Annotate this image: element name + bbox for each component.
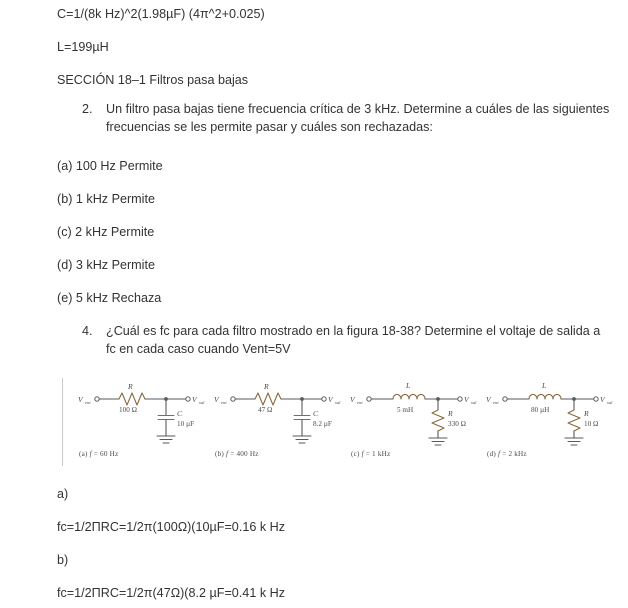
circuit-b: [207, 376, 343, 468]
resistor-icon: [255, 393, 281, 405]
circuit-b-output-sub: sal: [335, 400, 341, 405]
circuit-b-input-label: V: [214, 395, 219, 404]
line-answer-b: (b) 1 kHz Permite: [57, 192, 155, 206]
circuit-c-caption-value: = 1 kHz: [365, 450, 391, 458]
circuit-c-shunt-name: R: [448, 409, 453, 418]
circuit-a-series-value: 100 Ω: [119, 406, 137, 414]
line-answer-e: (e) 5 kHz Rechaza: [57, 291, 162, 305]
ground-icon: [157, 436, 175, 443]
resistor-icon: [568, 410, 580, 431]
line-label-b: b): [57, 553, 69, 567]
line-label-a: a): [57, 487, 69, 501]
circuit-a-caption-letter: (a): [79, 450, 88, 458]
circuit-b-caption-letter: (b): [215, 450, 224, 458]
circuit-c-output-label: V: [464, 395, 469, 404]
problem-2: [82, 100, 612, 136]
circuit-d-series-name: L: [542, 381, 547, 390]
ground-icon: [565, 438, 583, 445]
circuit-c-shunt-value: 330 Ω: [448, 420, 466, 428]
problem-2-marker: 2.: [82, 102, 93, 116]
line-answer-c: (c) 2 kHz Permite: [57, 225, 155, 239]
circuit-d-caption-value: = 2 kHz: [502, 450, 527, 458]
circuit-d-caption: [487, 450, 527, 458]
circuit-c-output-sub: sal: [471, 400, 477, 405]
circuit-b-caption-var: f: [225, 450, 229, 458]
circuit-b-output-terminal: [322, 397, 326, 401]
circuit-a: [71, 376, 207, 468]
circuit-c-series-name: L: [406, 381, 411, 390]
circuit-d-input-terminal: [503, 397, 507, 401]
circuit-a-shunt-name: C: [177, 409, 183, 418]
circuit-d-series-value: 80 µH: [531, 406, 550, 414]
circuit-c-series-value: 5 mH: [397, 406, 414, 414]
resistor-icon: [119, 393, 145, 405]
circuit-row: [71, 376, 617, 468]
circuit-d-shunt-value: 10 Ω: [584, 420, 599, 428]
circuit-d-output-terminal: [594, 397, 598, 401]
circuit-a-shunt-value: 10 µF: [177, 420, 195, 428]
circuit-d-output-sub: sal: [607, 400, 613, 405]
circuit-b-output-label: V: [328, 395, 333, 404]
circuit-a-input-label: V: [78, 395, 83, 404]
line-inductance: L=199µH: [57, 40, 109, 54]
problem-4-text: ¿Cuál es fc para cada filtro mostrado en la figura 18-38? Determine el voltaje de salida a fc en cada caso cuando Vent=5V: [106, 324, 601, 356]
problem-4: [82, 322, 612, 358]
circuit-a-input-sub: ent: [85, 400, 91, 405]
circuit-c: [343, 376, 479, 468]
problem-2-text: Un filtro pasa bajas tiene frecuencia crítica de 3 kHz. Determine a cuáles de las siguientes frecuencias se les permite pasar y cuáles son rechazadas:: [106, 102, 610, 134]
circuit-d-input-label: V: [486, 395, 491, 404]
line-capacitance: C=1/(8k Hz)^2(1.98µF) (4π^2+0.025): [57, 7, 265, 21]
circuit-b-shunt-value: 8.2 µF: [313, 420, 332, 428]
circuit-b-caption: [215, 450, 259, 458]
circuit-c-caption: [351, 450, 390, 458]
circuit-b-series-name: R: [264, 382, 269, 391]
inductor-icon: [393, 394, 425, 399]
line-answer-a: (a) 100 Hz Permite: [57, 159, 163, 173]
circuit-c-input-terminal: [367, 397, 371, 401]
line-calc-b: fc=1/2ΠRC=1/2π(47Ω)(8.2 µF=0.41 k Hz: [57, 586, 286, 600]
circuit-d-caption-letter: (d): [487, 450, 496, 458]
circuit-b-input-sub: ent: [221, 400, 227, 405]
circuit-a-output-label: V: [192, 395, 197, 404]
figure-18-38: [57, 376, 617, 468]
problem-4-marker: 4.: [82, 324, 93, 338]
line-calc-a: fc=1/2ΠRC=1/2π(100Ω)(10µF=0.16 k Hz: [57, 520, 286, 534]
circuit-c-caption-letter: (c): [351, 450, 360, 458]
figure-left-rule: [62, 378, 63, 466]
circuit-a-output-terminal: [186, 397, 190, 401]
circuit-a-input-terminal: [95, 397, 99, 401]
ground-icon: [429, 438, 447, 445]
circuit-d: [479, 376, 615, 468]
circuit-a-output-sub: sal: [199, 400, 205, 405]
line-section-heading: SECCIÓN 18–1 Filtros pasa bajas: [57, 73, 249, 87]
circuit-a-series-name: R: [128, 382, 133, 391]
circuit-a-caption: [79, 450, 118, 458]
circuit-c-input-label: V: [350, 395, 355, 404]
circuit-b-input-terminal: [231, 397, 235, 401]
circuit-c-output-terminal: [458, 397, 462, 401]
circuit-c-caption-var: f: [361, 450, 364, 458]
inductor-icon: [529, 394, 561, 399]
circuit-b-shunt-name: C: [313, 409, 319, 418]
circuit-d-caption-var: f: [497, 450, 501, 458]
circuit-a-caption-var: f: [89, 450, 92, 458]
circuit-d-shunt-name: R: [584, 409, 589, 418]
circuit-d-input-sub: ent: [493, 400, 499, 405]
circuit-d-output-label: V: [600, 395, 605, 404]
line-answer-d: (d) 3 kHz Permite: [57, 258, 155, 272]
circuit-c-input-sub: ent: [357, 400, 363, 405]
resistor-icon: [432, 410, 444, 431]
circuit-b-caption-value: = 400 Hz: [230, 450, 259, 458]
circuit-a-caption-value: = 60 Hz: [93, 450, 119, 458]
circuit-b-series-value: 47 Ω: [258, 406, 273, 414]
ground-icon: [293, 436, 311, 443]
